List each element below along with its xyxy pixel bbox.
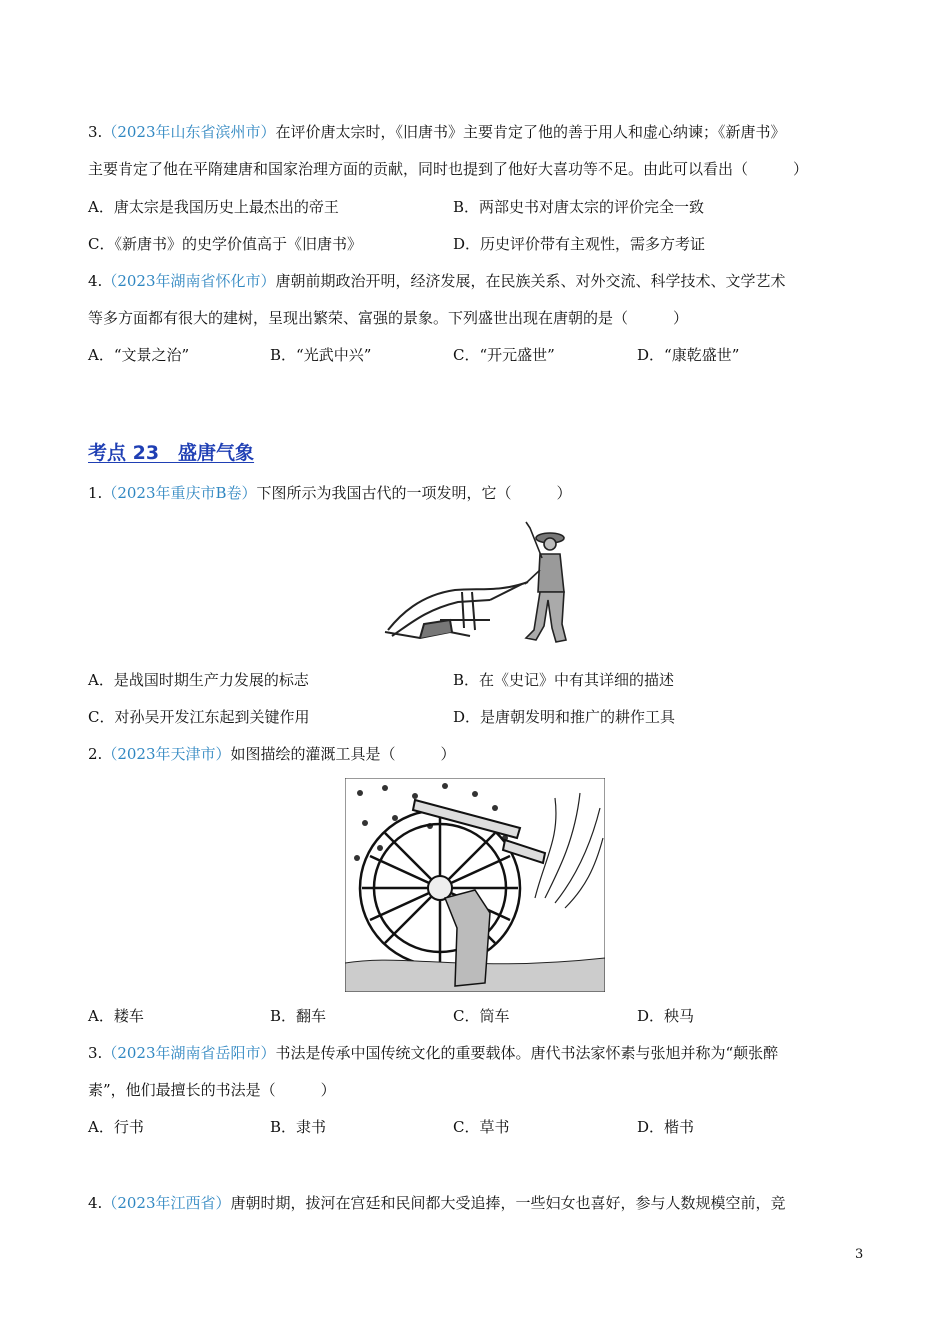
option-a[interactable]: A．“文景之治” [88, 346, 190, 364]
option-d[interactable]: D．是唐朝发明和推广的耕作工具 [453, 708, 676, 726]
option-b[interactable]: B．隶书 [270, 1118, 327, 1136]
question-source: （2023年重庆市B卷） [102, 484, 257, 502]
option-c[interactable]: C．草书 [453, 1118, 510, 1136]
option-b[interactable]: B．翻车 [270, 1007, 327, 1025]
question-source: （2023年山东省滨州市） [102, 123, 276, 141]
option-c[interactable]: C．“开元盛世” [453, 346, 555, 364]
question-3-line-1: 3.（2023年湖南省岳阳市）书法是传承中国传统文化的重要载体。唐代书法家怀素与张旭并称为“颠张醉 [88, 1044, 779, 1062]
page-number: 3 [855, 1247, 864, 1262]
question-3-line-1: 3.（2023年山东省滨州市）在评价唐太宗时，《旧唐书》主要肯定了他的善于用人和虚心纳谏；《新唐书》 [88, 123, 786, 141]
question-source: （2023年湖南省怀化市） [102, 272, 276, 290]
question-source: （2023年天津市） [102, 745, 231, 763]
option-b[interactable]: B．两部史书对唐太宗的评价完全一致 [453, 198, 705, 216]
question-2-line-1: 2.（2023年天津市）如图描绘的灌溉工具是（ ） [88, 745, 456, 763]
waterwheel-illustration [345, 778, 605, 992]
question-1-line-1: 1.（2023年重庆市B卷）下图所示为我国古代的一项发明，它（ ） [88, 484, 572, 502]
question-3-line-2: 素”，他们最擅长的书法是（ ） [88, 1081, 336, 1099]
option-a[interactable]: A．耧车 [88, 1007, 144, 1025]
question-3-line-2: 主要肯定了他在平隋建唐和国家治理方面的贡献，同时也提到了他好大喜功等不足。由此可以看出（ ） [88, 160, 809, 178]
question-4-line-2: 等多方面都有很大的建树，呈现出繁荣、富强的景象。下列盛世出现在唐朝的是（ ） [88, 309, 689, 327]
option-c[interactable]: C．《新唐书》的史学价值高于《旧唐书》 [88, 235, 362, 253]
section-heading: 考点 23 盛唐气象 [88, 442, 255, 464]
question-4-line-1: 4.（2023年江西省）唐朝时期，拔河在宫廷和民间都大受追捧，一些妇女也喜好，参与人数规模空前，竞 [88, 1194, 786, 1212]
question-source: （2023年江西省） [102, 1194, 231, 1212]
option-d[interactable]: D．秧马 [637, 1007, 695, 1025]
question-4-line-1: 4.（2023年湖南省怀化市）唐朝前期政治开明，经济发展，在民族关系、对外交流、科学技术、文学艺术 [88, 272, 786, 290]
option-c[interactable]: C．对孙吴开发江东起到关键作用 [88, 708, 310, 726]
option-b[interactable]: B．“光武中兴” [270, 346, 372, 364]
option-d[interactable]: D．“康乾盛世” [637, 346, 740, 364]
option-a[interactable]: A．唐太宗是我国历史上最杰出的帝王 [88, 198, 339, 216]
option-c[interactable]: C．筒车 [453, 1007, 510, 1025]
plough-illustration [380, 520, 580, 650]
option-a[interactable]: A．行书 [88, 1118, 144, 1136]
option-b[interactable]: B．在《史记》中有其详细的描述 [453, 671, 675, 689]
option-d[interactable]: D．楷书 [637, 1118, 695, 1136]
question-source: （2023年湖南省岳阳市） [102, 1044, 276, 1062]
option-a[interactable]: A．是战国时期生产力发展的标志 [88, 671, 309, 689]
option-d[interactable]: D．历史评价带有主观性，需多方考证 [453, 235, 706, 253]
